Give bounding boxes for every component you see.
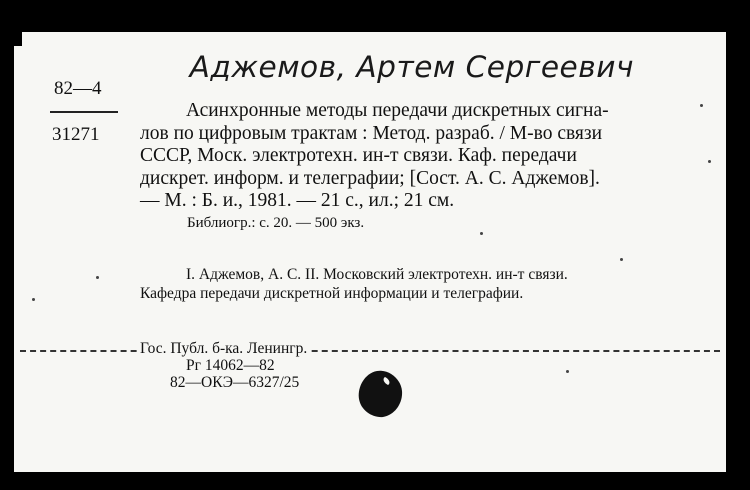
ink-blot (355, 367, 405, 419)
scan-speck (566, 370, 569, 373)
bibliography-note: Библиогр.: с. 20. — 500 экз. (187, 215, 365, 231)
dashed-divider (20, 350, 720, 352)
print-code: Рг 14062—82 (186, 357, 275, 374)
description-line: Асинхронные методы передачи дискретных сигна- (186, 100, 609, 121)
scan-speck (700, 104, 703, 107)
scan-speck (96, 276, 99, 279)
description-line: — М. : Б. и., 1981. — 21 с., ил.; 21 см. (140, 190, 455, 211)
scan-border-right (726, 0, 750, 490)
tracing-entries (140, 265, 695, 303)
shelf-mark: 82—4 (54, 78, 102, 99)
description-line: дискрет. информ. и телеграфии; [Сост. А. С. Аджемов]. (140, 167, 600, 189)
scan-border-corner (0, 0, 22, 46)
inventory-number: 31271 (52, 124, 100, 145)
shelf-mark-divider (50, 111, 118, 113)
description-line: СССР, Моск. электротехн. ин-т связи. Каф. передачи (140, 145, 577, 166)
tracing-line: Кафедра передачи дискретной информации и телеграфии. (140, 285, 524, 302)
scan-border-bottom (0, 472, 750, 490)
description-line: лов по цифровым трактам : Метод. разраб. / М-во связи (140, 122, 603, 144)
scan-speck (32, 298, 35, 301)
scan-border-top (0, 0, 750, 32)
handwritten-author-heading: Аджемов, Артем Сергеевич (189, 50, 634, 84)
tracing-line: I. Аджемов, А. С. II. Московский электротехн. ин-т связи. (186, 266, 568, 283)
library-stamp: Гос. Публ. б-ка. Ленингр. (140, 340, 311, 358)
scan-speck (708, 160, 711, 163)
scan-speck (480, 232, 483, 235)
bibliographic-description (140, 100, 695, 213)
scan-speck (620, 258, 623, 261)
classification-code: 82—ОКЭ—6327/25 (170, 374, 300, 391)
